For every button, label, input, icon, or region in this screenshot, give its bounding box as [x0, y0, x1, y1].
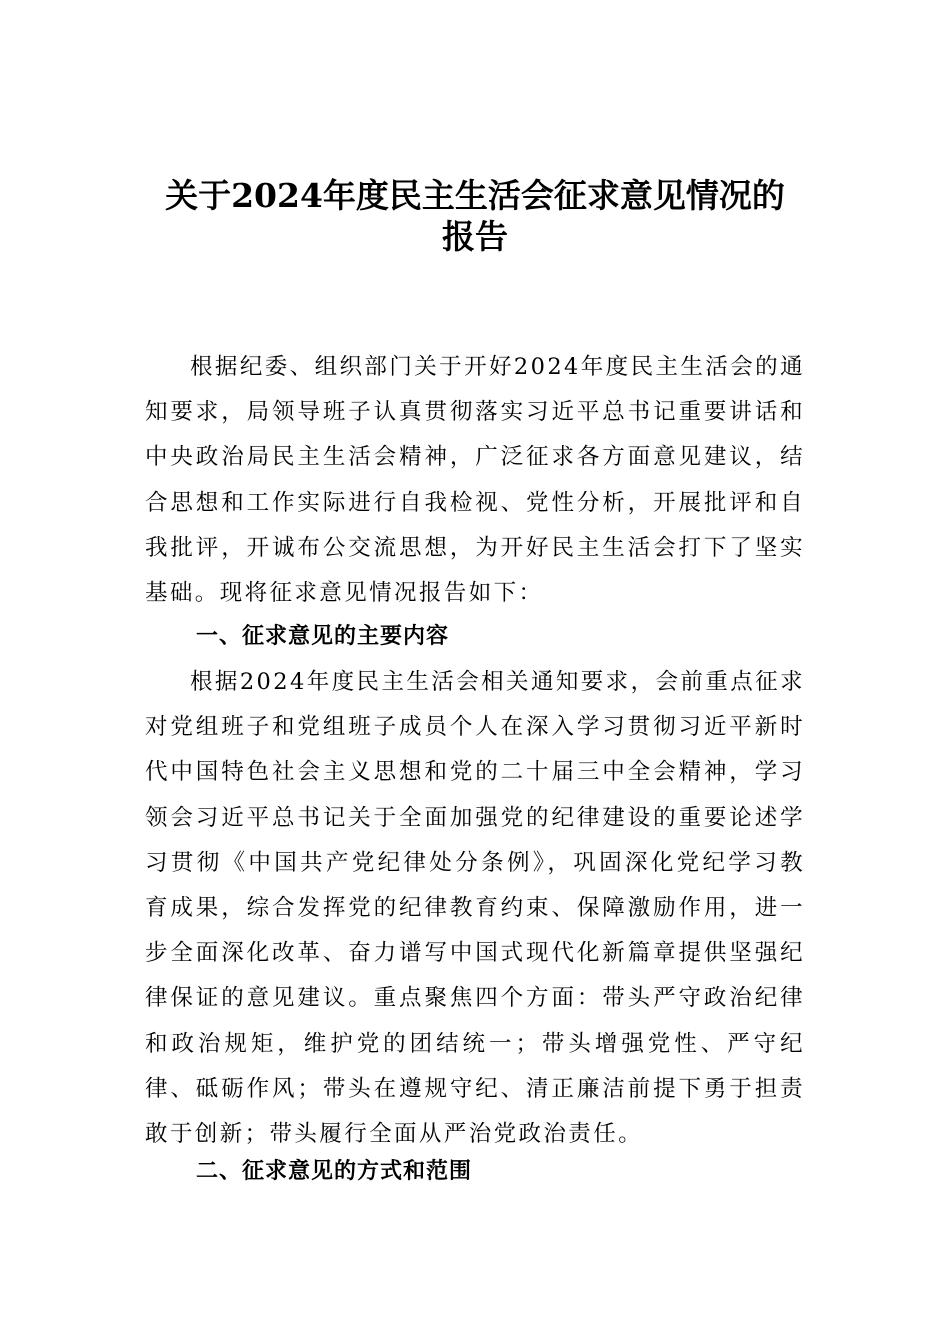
paragraph-main-content: 根据2024年度民主生活会相关通知要求，会前重点征求对党组班子和党组班子成员个人在深入学习贯彻习近平新时代中国特色社会主义思想和党的二十届三中全会精神，学习领会习近平总书记关于全面加强党的纪律建设的重要论述学习贯彻《中国共产党纪律处分条例》，巩固深化党纪学习教育成果，综合发挥党的纪律教育约束、保障激励作用，进一步全面深化改革、奋力谱写中国式现代化新篇章提供坚强纪律保证的意见建议。重点聚焦四个方面：带头严守政治纪律和政治规矩，维护党的团结统一；带头增强党性、严守纪律、砥砺作风；带头在遵规守纪、清正廉洁前提下勇于担责敢于创新；带头履行全面从严治党政治责任。 — [145, 669, 805, 1148]
document-title-line-2: 报告 — [442, 217, 508, 256]
document-title-line-1: 关于2024年度民主生活会征求意见情况的 — [165, 176, 785, 215]
section-heading-1: 一、征求意见的主要内容 — [196, 624, 450, 649]
paragraph-intro: 根据纪委、组织部门关于开好2024年度民主生活会的通知要求，局领导班子认真贯彻落实习近平总书记重要讲话和中央政治局民主生活会精神，广泛征求各方面意见建议，结合思想和工作实际进行自我检视、党性分析，开展批评和自我批评，开诚布公交流思想，为开好民主生活会打下了坚实基础。现将征求意见情况报告如下： — [145, 354, 805, 607]
section-heading-2: 二、征求意见的方式和范围 — [196, 1159, 473, 1184]
